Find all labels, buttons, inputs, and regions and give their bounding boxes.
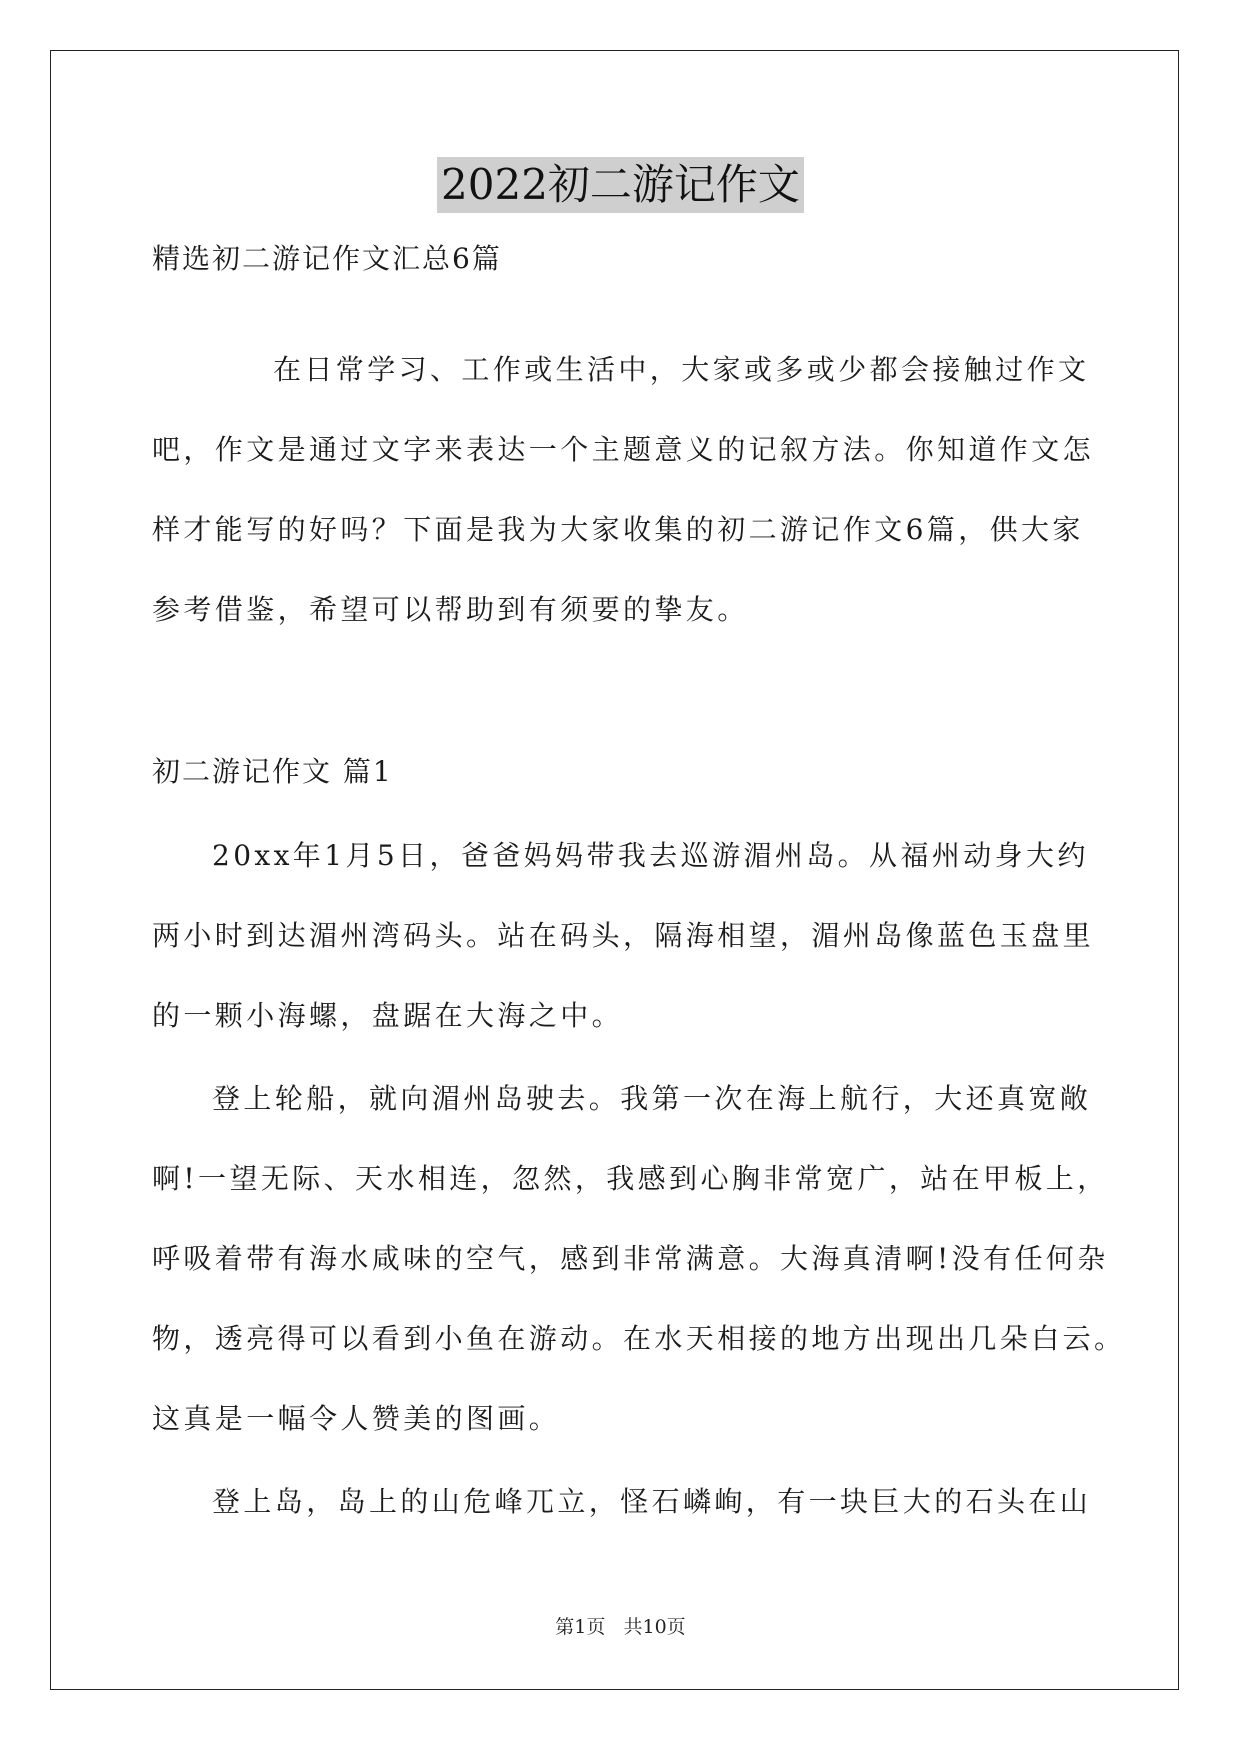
body-line: 呼吸着带有海水咸味的空气，感到非常满意。大海真清啊!没有任何杂 bbox=[152, 1242, 1109, 1275]
document-title: 2022初二游记作文 bbox=[437, 157, 804, 213]
body-line: 的一颗小海螺，盘踞在大海之中。 bbox=[152, 999, 624, 1032]
section-heading: 初二游记作文 篇1 bbox=[152, 755, 393, 788]
body-line: 两小时到达湄州湾码头。站在码头，隔海相望，湄州岛像蓝色玉盘里 bbox=[152, 919, 1095, 952]
body-line: 这真是一幅令人赞美的图画。 bbox=[152, 1402, 561, 1435]
body-line: 登上轮船，就向湄州岛驶去。我第一次在海上航行，大还真宽敞 bbox=[212, 1082, 1092, 1115]
document-subtitle: 精选初二游记作文汇总6篇 bbox=[152, 242, 502, 275]
title-container bbox=[0, 157, 1241, 213]
body-line: 物，透亮得可以看到小鱼在游动。在水天相接的地方出现出几朵白云。 bbox=[152, 1322, 1126, 1355]
body-line: 啊!一望无际、天水相连，忽然，我感到心胸非常宽广，站在甲板上， bbox=[152, 1162, 1109, 1195]
body-line: 登上岛，岛上的山危峰兀立，怪石嶙峋，有一块巨大的石头在山 bbox=[212, 1485, 1092, 1518]
body-line: 20xx年1月5日，爸爸妈妈带我去巡游湄州岛。从福州动身大约 bbox=[212, 839, 1089, 872]
page-number-footer: 第1页 共10页 bbox=[555, 1616, 686, 1638]
intro-line: 样才能写的好吗？下面是我为大家收集的初二游记作文6篇，供大家 bbox=[152, 513, 1084, 546]
intro-line: 在日常学习、工作或生活中，大家或多或少都会接触过作文 bbox=[273, 353, 1090, 386]
intro-line: 参考借鉴，希望可以帮助到有须要的挚友。 bbox=[152, 593, 749, 626]
intro-line: 吧，作文是通过文字来表达一个主题意义的记叙方法。你知道作文怎 bbox=[152, 433, 1095, 466]
